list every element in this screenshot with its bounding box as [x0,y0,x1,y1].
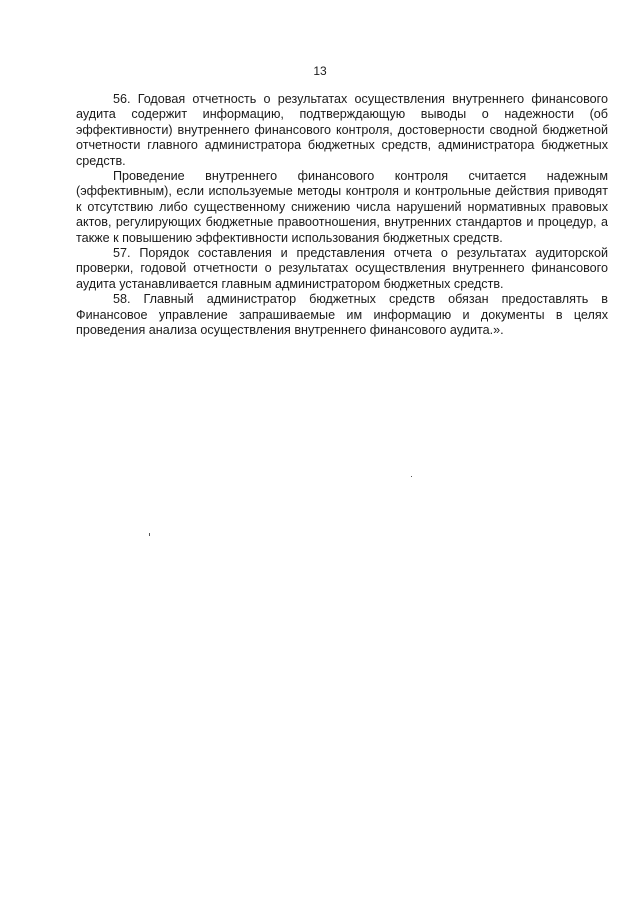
document-body [76,92,608,339]
paragraph-58: 58. Главный администратор бюджетных средств обязан предоставлять в Финансовое управление запрашиваемые им информацию и документы в целях проведения анализа осуществления внутреннего финансового аудита.». [76,292,608,338]
scan-speck [411,476,412,477]
paragraph-internal-control: Проведение внутреннего финансового контроля считается надежным (эффективным), если используемые методы контроля и контрольные действия приводят к отсутствию либо существенному снижению числа нарушений нормативных правовых актов, регулирующих бюджетные правоотношения, внутренних стандартов и процедур, а также к повышению эффективности использования бюджетных средств. [76,169,608,245]
scan-speck [149,533,150,536]
page-number: 13 [313,64,327,78]
paragraph-57: 57. Порядок составления и представления отчета о результатах аудиторской проверки, годовой отчетности о результатах осуществления внутреннего финансового аудита устанавливается главным администратором бюджетных средств. [76,246,608,291]
paragraph-56: 56. Годовая отчетность о результатах осуществления внутреннего финансового аудита содержит информацию, подтверждающую выводы о надежности (об эффективности) внутреннего финансового контроля, достоверности сводной бюджетной отчетности главного администратора бюджетных средств, администратора бюджетных средств. [76,92,608,168]
